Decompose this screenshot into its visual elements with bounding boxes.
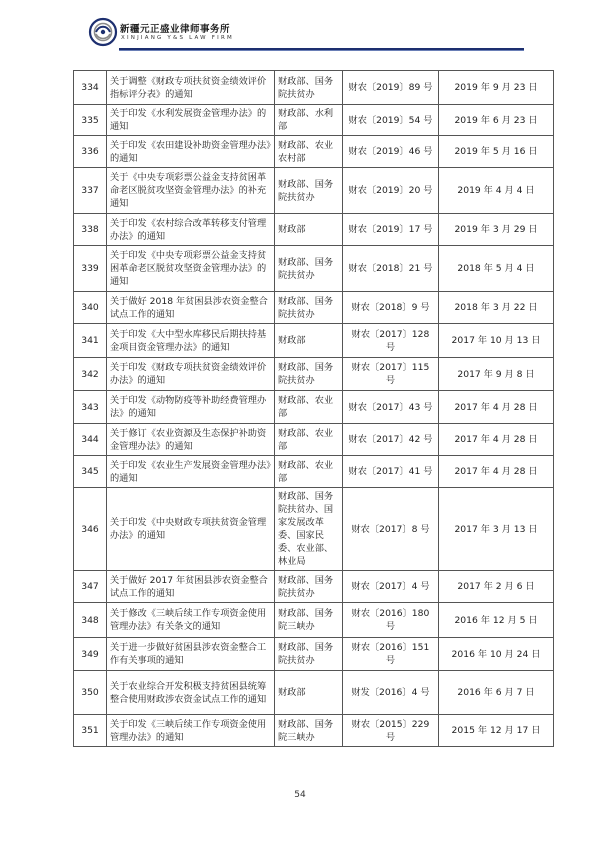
issuing-department: 财政部、国务院扶贫办 bbox=[275, 292, 343, 324]
document-title: 关于做好 2017 年贫困县涉农资金整合试点工作的通知 bbox=[107, 571, 275, 603]
issue-date: 2019 年 4 月 4 日 bbox=[439, 168, 554, 214]
document-number: 财农〔2016〕180 号 bbox=[343, 603, 439, 638]
document-number: 财农〔2017〕41 号 bbox=[343, 456, 439, 488]
table-row bbox=[74, 246, 554, 292]
issuing-department: 财政部、国务院扶贫办、国家发展改革委、国家民委、农业部、林业局 bbox=[275, 488, 343, 571]
table-row bbox=[74, 168, 554, 214]
table-row bbox=[74, 715, 554, 747]
table-row bbox=[74, 424, 554, 456]
document-title: 关于修订《农业资源及生态保护补助资金管理办法》的通知 bbox=[107, 424, 275, 456]
issue-date: 2016 年 6 月 7 日 bbox=[439, 671, 554, 715]
document-title: 关于印发《中央财政专项扶贫资金管理办法》的通知 bbox=[107, 488, 275, 571]
table-row bbox=[74, 105, 554, 136]
document-title: 关于做好 2018 年贫困县涉农资金整合试点工作的通知 bbox=[107, 292, 275, 324]
firm-logo-icon bbox=[88, 17, 118, 47]
page-number: 54 bbox=[294, 790, 306, 800]
header-divider bbox=[119, 48, 524, 52]
row-number: 334 bbox=[74, 71, 107, 105]
document-title: 关于印发《农田建设补助资金管理办法》的通知 bbox=[107, 136, 275, 168]
document-title: 关于印发《农村综合改革转移支付管理办法》的通知 bbox=[107, 214, 275, 246]
document-title: 关于印发《财政专项扶贫资金绩效评价办法》的通知 bbox=[107, 358, 275, 391]
row-number: 341 bbox=[74, 324, 107, 358]
issue-date: 2016 年 12 月 5 日 bbox=[439, 603, 554, 638]
row-number: 343 bbox=[74, 391, 107, 424]
row-number: 336 bbox=[74, 136, 107, 168]
firm-name-en: XINJIANG Y&S LAW FIRM bbox=[121, 35, 234, 41]
document-title: 关于印发《动物防疫等补助经费管理办法》的通知 bbox=[107, 391, 275, 424]
issuing-department: 财政部、农业部 bbox=[275, 424, 343, 456]
issuing-department: 财政部 bbox=[275, 671, 343, 715]
document-title: 关于进一步做好贫困县涉农资金整合工作有关事项的通知 bbox=[107, 638, 275, 671]
document-number: 财农〔2015〕229 号 bbox=[343, 715, 439, 747]
document-number: 财农〔2019〕17 号 bbox=[343, 214, 439, 246]
issuing-department: 财政部、农业部 bbox=[275, 391, 343, 424]
row-number: 344 bbox=[74, 424, 107, 456]
document-title: 关于印发《大中型水库移民后期扶持基金项目资金管理办法》的通知 bbox=[107, 324, 275, 358]
table-row bbox=[74, 671, 554, 715]
table-row bbox=[74, 456, 554, 488]
row-number: 335 bbox=[74, 105, 107, 136]
issuing-department: 财政部、国务院扶贫办 bbox=[275, 571, 343, 603]
document-number: 财农〔2019〕46 号 bbox=[343, 136, 439, 168]
issue-date: 2019 年 6 月 23 日 bbox=[439, 105, 554, 136]
table-row bbox=[74, 571, 554, 603]
table-row bbox=[74, 603, 554, 638]
issuing-department: 财政部、国务院扶贫办 bbox=[275, 638, 343, 671]
document-title: 关于修改《三峡后续工作专项资金使用管理办法》有关条文的通知 bbox=[107, 603, 275, 638]
row-number: 349 bbox=[74, 638, 107, 671]
document-number: 财发〔2016〕4 号 bbox=[343, 671, 439, 715]
issue-date: 2017 年 9 月 8 日 bbox=[439, 358, 554, 391]
row-number: 351 bbox=[74, 715, 107, 747]
issue-date: 2017 年 4 月 28 日 bbox=[439, 391, 554, 424]
table-row bbox=[74, 358, 554, 391]
document-number: 财农〔2017〕4 号 bbox=[343, 571, 439, 603]
document-number: 财农〔2019〕54 号 bbox=[343, 105, 439, 136]
table-row bbox=[74, 214, 554, 246]
document-title: 关于印发《水利发展资金管理办法》的通知 bbox=[107, 105, 275, 136]
document-title: 关于印发《三峡后续工作专项资金使用管理办法》的通知 bbox=[107, 715, 275, 747]
issue-date: 2018 年 5 月 4 日 bbox=[439, 246, 554, 292]
row-number: 347 bbox=[74, 571, 107, 603]
row-number: 337 bbox=[74, 168, 107, 214]
issue-date: 2019 年 5 月 16 日 bbox=[439, 136, 554, 168]
document-number: 财农〔2017〕8 号 bbox=[343, 488, 439, 571]
issue-date: 2016 年 10 月 24 日 bbox=[439, 638, 554, 671]
issue-date: 2017 年 10 月 13 日 bbox=[439, 324, 554, 358]
table-body bbox=[74, 71, 554, 747]
document-number: 财农〔2017〕42 号 bbox=[343, 424, 439, 456]
document-number: 财农〔2018〕9 号 bbox=[343, 292, 439, 324]
row-number: 350 bbox=[74, 671, 107, 715]
table-row bbox=[74, 292, 554, 324]
issuing-department: 财政部 bbox=[275, 324, 343, 358]
issue-date: 2019 年 9 月 23 日 bbox=[439, 71, 554, 105]
table-row bbox=[74, 324, 554, 358]
row-number: 345 bbox=[74, 456, 107, 488]
firm-name-cn: 新疆元正盛业律师事务所 bbox=[120, 24, 231, 35]
table-row bbox=[74, 488, 554, 571]
issue-date: 2019 年 3 月 29 日 bbox=[439, 214, 554, 246]
issuing-department: 财政部、国务院三峡办 bbox=[275, 603, 343, 638]
issue-date: 2017 年 4 月 28 日 bbox=[439, 424, 554, 456]
issuing-department: 财政部、农业部 bbox=[275, 456, 343, 488]
issuing-department: 财政部、国务院三峡办 bbox=[275, 715, 343, 747]
document-title: 关于印发《中央专项彩票公益金支持贫困革命老区脱贫攻坚资金管理办法》的通知 bbox=[107, 246, 275, 292]
document-number: 财农〔2019〕89 号 bbox=[343, 71, 439, 105]
row-number: 346 bbox=[74, 488, 107, 571]
issuing-department: 财政部、国务院扶贫办 bbox=[275, 358, 343, 391]
page-header bbox=[0, 0, 600, 60]
issue-date: 2018 年 3 月 22 日 bbox=[439, 292, 554, 324]
issue-date: 2017 年 3 月 13 日 bbox=[439, 488, 554, 571]
document-number: 财农〔2016〕151 号 bbox=[343, 638, 439, 671]
document-number: 财农〔2019〕20 号 bbox=[343, 168, 439, 214]
issuing-department: 财政部 bbox=[275, 214, 343, 246]
table-row bbox=[74, 71, 554, 105]
issuing-department: 财政部、国务院扶贫办 bbox=[275, 71, 343, 105]
issue-date: 2015 年 12 月 17 日 bbox=[439, 715, 554, 747]
document-number: 财农〔2017〕43 号 bbox=[343, 391, 439, 424]
row-number: 338 bbox=[74, 214, 107, 246]
row-number: 342 bbox=[74, 358, 107, 391]
row-number: 339 bbox=[74, 246, 107, 292]
document-title: 关于《中央专项彩票公益金支持贫困革命老区脱贫攻坚资金管理办法》的补充通知 bbox=[107, 168, 275, 214]
row-number: 348 bbox=[74, 603, 107, 638]
issuing-department: 财政部、水利部 bbox=[275, 105, 343, 136]
issue-date: 2017 年 2 月 6 日 bbox=[439, 571, 554, 603]
document-title: 关于调整《财政专项扶贫资金绩效评价指标评分表》的通知 bbox=[107, 71, 275, 105]
issuing-department: 财政部、农业农村部 bbox=[275, 136, 343, 168]
regulation-table bbox=[73, 70, 554, 747]
document-title: 关于农业综合开发积极支持贫困县统筹整合使用财政涉农资金试点工作的通知 bbox=[107, 671, 275, 715]
issue-date: 2017 年 4 月 28 日 bbox=[439, 456, 554, 488]
table-row bbox=[74, 638, 554, 671]
document-number: 财农〔2018〕21 号 bbox=[343, 246, 439, 292]
issuing-department: 财政部、国务院扶贫办 bbox=[275, 168, 343, 214]
table-row bbox=[74, 391, 554, 424]
document-title: 关于印发《农业生产发展资金管理办法》的通知 bbox=[107, 456, 275, 488]
table-row bbox=[74, 136, 554, 168]
document-number: 财农〔2017〕115 号 bbox=[343, 358, 439, 391]
issuing-department: 财政部、国务院扶贫办 bbox=[275, 246, 343, 292]
document-number: 财农〔2017〕128 号 bbox=[343, 324, 439, 358]
row-number: 340 bbox=[74, 292, 107, 324]
